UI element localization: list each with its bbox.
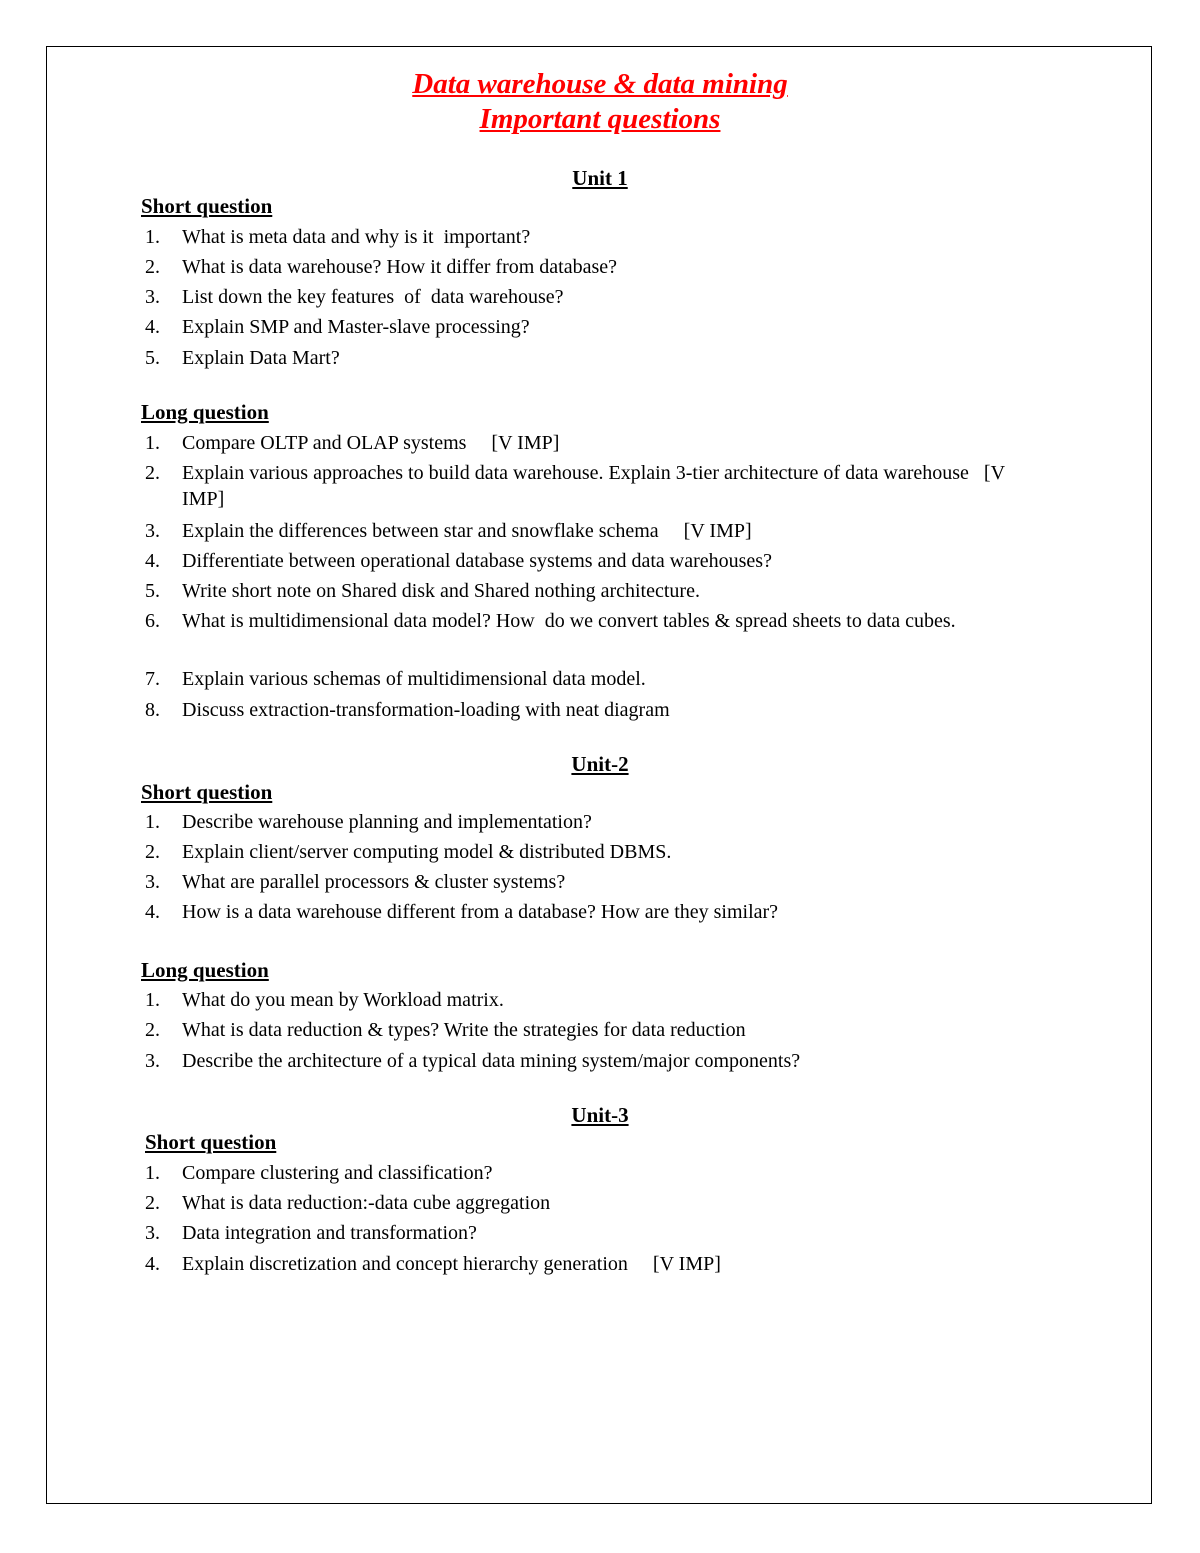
item-text: List down the key features of data warehouse? [182,286,564,308]
unit-1-short-question-label: Short question [141,194,273,218]
item-number: 1. [145,226,160,248]
unit-2-long-item [145,987,1045,1013]
item-text: Explain SMP and Master-slave processing? [182,316,530,338]
unit-1-long-item [145,697,1045,723]
unit-3-heading: Unit-3 [571,1103,629,1127]
item-text: Explain Data Mart? [182,347,340,369]
unit-1-short-item [145,254,1045,280]
unit-1-short-item [145,224,1045,250]
unit-1-short-item [145,284,1045,310]
item-number: 7. [145,668,160,690]
unit-1-long-item [145,608,1045,634]
item-number: 1. [145,432,160,454]
item-text: What is meta data and why is it important? [182,226,531,248]
item-text: What are parallel processors & cluster systems? [182,871,566,893]
unit-3-short-item [145,1160,1045,1186]
unit-3-short-question-label: Short question [145,1130,277,1154]
item-text: What is data reduction:-data cube aggregation [182,1192,551,1214]
unit-1-long-item [145,430,1045,456]
item-number: 3. [145,520,160,542]
item-number: 5. [145,347,160,369]
item-number: 2. [145,462,160,484]
item-number: 2. [145,1192,160,1214]
item-number: 4. [145,1253,160,1275]
unit-1-short-item [145,314,1045,340]
item-text: Compare OLTP and OLAP systems [V IMP] [182,432,560,454]
item-text: Explain various approaches to build data warehouse. Explain 3-tier architecture of data warehouse [V IMP] [182,462,1010,510]
item-number: 5. [145,580,160,602]
unit-1-long-item [145,460,1045,512]
item-number: 3. [145,1222,160,1244]
item-text: Explain the differences between star and snowflake schema [V IMP] [182,520,752,542]
unit-1-long-item [145,666,1045,692]
unit-2-long-question-label: Long question [141,958,269,982]
item-number: 2. [145,256,160,278]
unit-1-long-question-label: Long question [141,400,269,424]
unit-1-long-item [145,548,1045,574]
item-text: Compare clustering and classification? [182,1162,493,1184]
unit-2-short-item [145,839,1045,865]
item-number: 3. [145,286,160,308]
item-text: What is multidimensional data model? How do we convert tables & spread sheets to data cubes. [182,610,956,632]
item-number: 2. [145,841,160,863]
unit-2-short-item [145,869,1045,895]
unit-3-short-item [145,1220,1045,1246]
item-number: 1. [145,989,160,1011]
item-text: What is data reduction & types? Write the strategies for data reduction [182,1019,746,1041]
unit-1-short-item [145,345,1045,371]
item-text: Discuss extraction-transformation-loading with neat diagram [182,699,670,721]
item-number: 3. [145,1050,160,1072]
unit-1-long-item [145,578,1045,604]
item-number: 3. [145,871,160,893]
document-subtitle: Important questions [479,103,721,135]
item-text: What is data warehouse? How it differ from database? [182,256,618,278]
item-number: 4. [145,316,160,338]
item-text: What do you mean by Workload matrix. [182,989,504,1011]
item-text: Explain client/server computing model & distributed DBMS. [182,841,672,863]
item-text: Explain various schemas of multidimensional data model. [182,668,646,690]
unit-2-heading: Unit-2 [571,752,629,776]
item-number: 8. [145,699,160,721]
item-number: 6. [145,610,160,632]
unit-2-short-item [145,809,1045,835]
unit-2-long-item [145,1048,1045,1074]
document-title: Data warehouse & data mining [412,68,788,100]
item-number: 4. [145,901,160,923]
unit-2-short-item [145,899,1045,925]
item-number: 1. [145,811,160,833]
unit-2-short-question-label: Short question [141,780,273,804]
item-text: Describe the architecture of a typical data mining system/major components? [182,1050,801,1072]
unit-3-short-item [145,1251,1045,1277]
item-number: 4. [145,550,160,572]
item-text: Explain discretization and concept hierarchy generation [V IMP] [182,1253,721,1275]
item-text: Write short note on Shared disk and Shared nothing architecture. [182,580,700,602]
unit-1-heading: Unit 1 [572,166,628,190]
item-number: 1. [145,1162,160,1184]
unit-3-short-item [145,1190,1045,1216]
unit-1-long-item [145,518,1045,544]
item-text: Data integration and transformation? [182,1222,477,1244]
item-text: Describe warehouse planning and implementation? [182,811,592,833]
item-text: How is a data warehouse different from a database? How are they similar? [182,901,779,923]
item-text: Differentiate between operational database systems and data warehouses? [182,550,772,572]
item-number: 2. [145,1019,160,1041]
unit-2-long-item [145,1017,1045,1043]
